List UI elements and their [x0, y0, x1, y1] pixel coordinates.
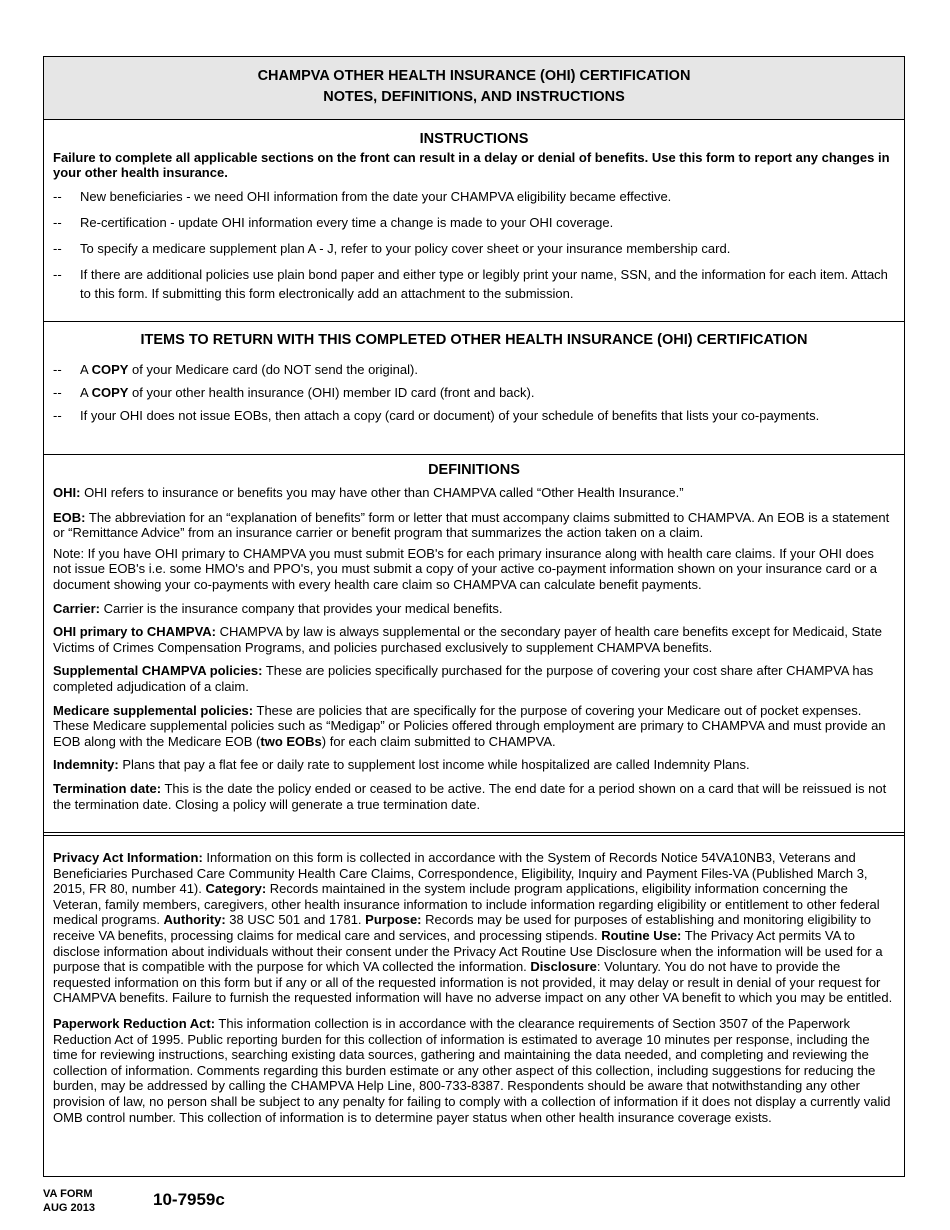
- definition-ohi-primary: OHI primary to CHAMPVA: CHAMPVA by law is always supplemental or the secondary payer of health care benefits except for Medicaid, State Victims of Crimes Compensation Programs, and policies purchased exclusively to supplement CHAMPVA benefits.: [53, 624, 882, 655]
- form-number: 10-7959c: [153, 1190, 225, 1209]
- paperwork-reduction-paragraph: Paperwork Reduction Act: This information collection is in accordance with the clearance requirements of Section 3507 of the Paperwork Reduction Act of 1995. Public reporting burden for this collection of information is estimated to average 10 minutes per response, including the time for reviewing instructions, searching existing data sources, gathering and maintaining the data needed, and completing and reviewing the collection of information. Comments regarding this burden estimate or any other aspect of this collection, including suggestions for reducing the burden, may be addressed by calling the CHAMPVA Help Line, 800-733-8387. Respondents should be aware that notwithstanding any other provision of law, no person shall be subject to any penalty for failing to comply with a collection of information if it does not display a currently valid OMB control number. This collection of information is to determine payer status when other health insurance coverage exists.: [53, 1015, 891, 1125]
- definition-ohi: OHI: OHI refers to insurance or benefits you may have other than CHAMPVA called “Other Health Insurance.”: [53, 485, 684, 500]
- items-to-return-section: [44, 322, 904, 455]
- definition-medicare-supplemental: Medicare supplemental policies: These are policies that are specifically for the purpose of covering your Medicare out of pocket expenses. These Medicare supplemental policies such as “Medigap” or Policies offered through employment are primary to CHAMPVA and must provide an EOB along with the Medicare EOB (two EOBs) for each claim submitted to CHAMPVA.: [53, 702, 886, 749]
- instructions-section: [44, 120, 904, 322]
- items-to-return-list: [44, 360, 904, 425]
- definition-indemnity: Indemnity: Plans that pay a flat fee or daily rate to supplement lost income while hospitalized are called Indemnity Plans.: [53, 757, 750, 773]
- header-title-line2: NOTES, DEFINITIONS, AND INSTRUCTIONS: [323, 89, 625, 105]
- privacy-act-paragraph: Privacy Act Information: Information on this form is collected in accordance with the System of Records Notice 54VA10NB3, Veterans and Beneficiaries Purchased Care Community Health Care Claims, Correspondence, Eligibility, Inquiry and Payment Files-VA (Published March 3, 2015, FR 80, number 41). Category: Records maintained in the system include program applications, eligibility information concerning the Veteran, family members, caregivers, other health insurance information to include information regarding eligibility or entitlement to other federal medical programs. Authority: 38 USC 501 and 1781. Purpose: Records may be used for purposes of establishing and monitoring eligibility to receive VA benefits, processing claims for medical care and services, and processing stipends. Routine Use: The Privacy Act permits VA to disclose information about individuals without their consent under the Privacy Act Routine Use Disclosure when the information will be used for a purpose that is compatible with the purpose for which VA collected the information. Disclosure: Voluntary. You do not have to provide the requested information on this form but if any or all of the requested information is not provided, it may delay or result in denial of your request for CHAMPVA benefits. Failure to furnish the requested information will have no adverse impact on any other VA benefit to which you may be entitled.: [53, 850, 893, 1006]
- list-item: -- A COPY of your other health insurance (OHI) member ID card (front and back).: [53, 383, 895, 402]
- definitions-section: [44, 455, 904, 836]
- form-label: VA FORM AUG 2013: [43, 1188, 95, 1214]
- definition-note: Note: If you have OHI primary to CHAMPVA you must submit EOB's for each primary insurance along with health care claims. If your OHI does not issue EOB's i.e. some HMO's and PPO's, you must submit a copy of your active co-payment information shown on your insurance card or a document showing your co-payments with every health care claim so CHAMPVA can calculate benefit payments.: [53, 545, 877, 592]
- definition-supplemental-champva: Supplemental CHAMPVA policies: These are policies specifically purchased for the purpose of covering your cost share after CHAMPVA has completed adjudication of a claim.: [53, 663, 874, 694]
- definitions-title: DEFINITIONS: [428, 462, 520, 478]
- form-header: [44, 57, 904, 120]
- form-page: [43, 56, 905, 1177]
- definition-termination-date: Termination date: This is the date the policy ended or ceased to be active. The end date for a period shown on a card that will be reissued is not the termination date. Closing a policy will generate a true termination date.: [53, 780, 887, 812]
- list-item: -- A COPY of your Medicare card (do NOT send the original).: [53, 360, 895, 379]
- list-item: -- If your OHI does not issue EOBs, then attach a copy (card or document) of your schedule of benefits that lists your co-payments.: [53, 406, 895, 425]
- header-title-line1: CHAMPVA OTHER HEALTH INSURANCE (OHI) CERTIFICATION: [257, 68, 691, 84]
- instructions-title: INSTRUCTIONS: [419, 131, 529, 147]
- instructions-list: [44, 187, 904, 303]
- list-item: -- New beneficiaries - we need OHI information from the date your CHAMPVA eligibility became effective.: [53, 187, 895, 206]
- list-item: -- To specify a medicare supplement plan A - J, refer to your policy cover sheet or your insurance membership card.: [53, 239, 895, 258]
- definition-carrier: Carrier: Carrier is the insurance company that provides your medical benefits.: [53, 600, 503, 616]
- list-item: -- Re-certification - update OHI information every time a change is made to your OHI coverage.: [53, 213, 895, 232]
- legal-section: [44, 836, 904, 1125]
- definition-eob: EOB: The abbreviation for an “explanation of benefits” form or letter that must accompany claims submitted to CHAMPVA. An EOB is a statement or “Remittance Advice” from an insurance carrier or benefit program that summarizes the action taken on a claim.: [53, 509, 890, 541]
- form-footer: [43, 1187, 443, 1227]
- list-item: -- If there are additional policies use plain bond paper and either type or legibly print your name, SSN, and the information for each item. Attach to this form. If submitting this form electronically add an attachment to the submission.: [53, 265, 895, 303]
- instructions-intro: Failure to complete all applicable sections on the front can result in a delay or denial of benefits. Use this form to report any changes in your other health insurance.: [53, 150, 890, 180]
- items-to-return-title: ITEMS TO RETURN WITH THIS COMPLETED OTHER HEALTH INSURANCE (OHI) CERTIFICATION: [140, 332, 808, 348]
